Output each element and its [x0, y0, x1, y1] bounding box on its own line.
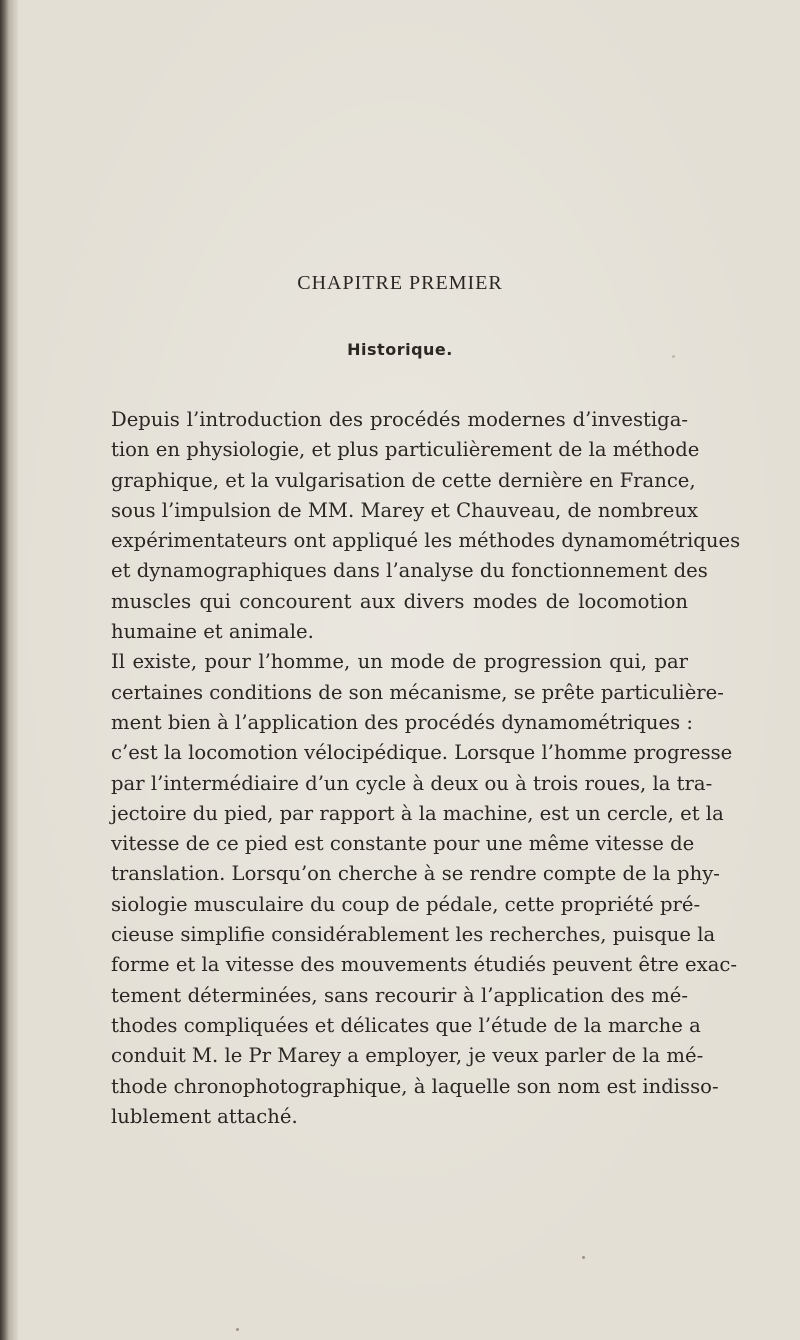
text-line: c’est la locomotion vélocipédique. Lorsque l’homme progresse — [111, 741, 733, 765]
text-line: ment bien à l’application des procédés dynamométriques : — [111, 710, 694, 734]
text-line: Depuis l’introduction des procédés modernes d’investiga- — [111, 408, 688, 431]
text-line: humaine et animale. — [111, 620, 314, 644]
body-text — [80, 405, 741, 1132]
text-line: tion en physiologie, et plus particulièrement de la méthode — [111, 438, 700, 462]
text-line: siologie musculaire du coup de pédale, cette propriété pré- — [111, 892, 701, 916]
text-line: cieuse simplifie considérablement les recherches, puisque la — [111, 923, 716, 947]
text-line: thodes compliquées et délicates que l’étude de la marche a — [111, 1013, 701, 1037]
text-line: forme et la vitesse des mouvements étudiés peuvent être exac- — [111, 953, 737, 977]
paper-speck — [672, 355, 675, 358]
text-line: graphique, et la vulgarisation de cette dernière en France, — [111, 468, 696, 492]
paper-speck — [582, 1256, 585, 1259]
paragraph-1 — [80, 405, 741, 647]
text-line: vitesse de ce pied est constante pour une même vitesse de — [111, 832, 695, 856]
text-line: et dynamographiques dans l’analyse du fonctionnement des — [111, 559, 708, 583]
text-line: muscles qui concourent aux divers modes de locomotion — [111, 589, 688, 613]
text-line: expérimentateurs ont appliqué les méthodes dynamométriques — [111, 529, 741, 553]
paper-speck — [236, 1328, 239, 1331]
text-line: translation. Lorsqu’on cherche à se rendre compte de la phy- — [111, 862, 720, 886]
text-line: sous l’impulsion de MM. Marey et Chauveau, de nombreux — [111, 498, 699, 522]
text-line: thode chronophotographique, à laquelle son nom est indisso- — [111, 1074, 719, 1098]
text-line: tement déterminées, sans recourir à l’application des mé- — [111, 983, 688, 1007]
text-line: lublement attaché. — [111, 1104, 298, 1128]
text-line: Il existe, pour l’homme, un mode de progression qui, par — [111, 650, 688, 674]
paragraph-2 — [80, 647, 737, 1132]
text-line: conduit M. le Pr Marey a employer, je veux parler de la mé- — [111, 1044, 704, 1068]
text-line: certaines conditions de son mécanisme, se prête particulière- — [111, 680, 724, 704]
text-line: jectoire du pied, par rapport à la machine, est un cercle, et la — [111, 801, 724, 825]
text-line: par l’intermédiaire d’un cycle à deux ou à trois roues, la tra- — [111, 771, 713, 795]
chapter-title: CHAPITRE PREMIER — [297, 272, 503, 294]
binding-edge — [0, 0, 18, 1340]
section-title: Historique. — [347, 340, 453, 359]
